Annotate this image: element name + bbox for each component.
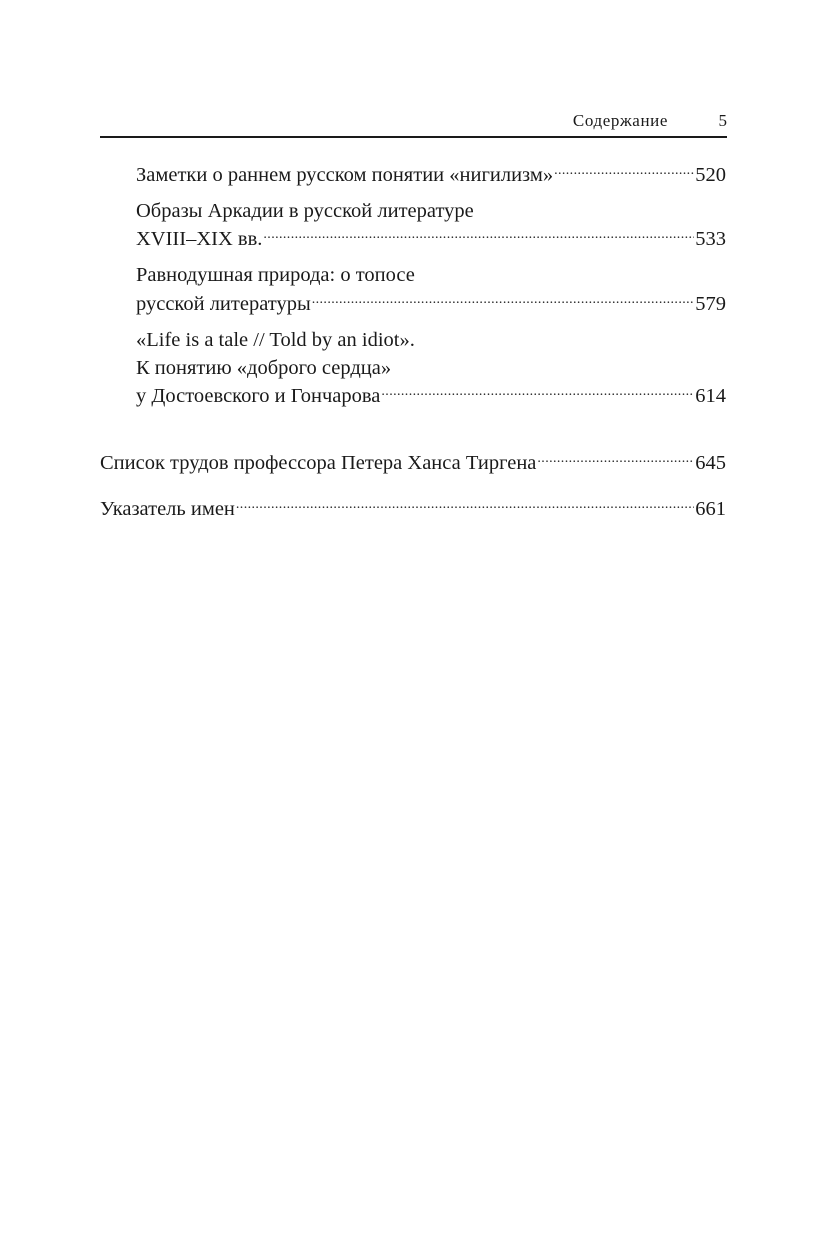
toc-entry-title-continued: XVIII–XIX вв.	[136, 228, 263, 250]
toc-entry-last-line	[136, 225, 726, 254]
toc-entry-title: Список трудов профессора Петера Ханса Тиргена	[100, 451, 537, 474]
toc-entry[interactable]	[136, 261, 726, 318]
toc-entry-title-continued: у Достоевского и Гончарова	[136, 385, 381, 407]
toc-entry-title: Заметки о раннем русском понятии «нигилизм»	[136, 163, 554, 186]
toc-entry[interactable]	[136, 160, 726, 189]
toc-entry-page: 520	[695, 163, 726, 186]
page-number: 5	[718, 111, 727, 130]
toc-entry-last-line	[100, 448, 726, 477]
toc-entry-page: 579	[695, 292, 726, 315]
toc-entry-last-line	[136, 160, 726, 189]
running-header	[100, 108, 727, 138]
toc-entry-title-continued: К понятию «доброго сердца»	[136, 356, 392, 379]
dot-leader	[554, 160, 694, 181]
toc-entry[interactable]	[100, 495, 726, 524]
toc-entry-page: 533	[695, 228, 726, 250]
toc-entry-title: Образы Аркадии в русской литературе	[136, 199, 474, 222]
toc-entry-last-line	[136, 289, 726, 318]
toc-entry-title-continued: русской литературы	[136, 292, 311, 315]
toc-entry-last-line	[100, 495, 726, 524]
dot-leader	[236, 495, 694, 516]
toc-entry-page: 661	[695, 498, 726, 520]
toc-entry[interactable]	[136, 197, 726, 254]
toc-entry[interactable]	[100, 448, 726, 477]
toc-entry-title: Указатель имен	[100, 498, 235, 520]
table-of-contents	[100, 160, 726, 523]
toc-entry-page: 645	[695, 451, 726, 474]
dot-leader	[263, 225, 694, 246]
dot-leader	[381, 382, 694, 403]
toc-entry-last-line	[136, 382, 726, 411]
toc-entry[interactable]	[136, 326, 726, 411]
dot-leader	[312, 289, 695, 310]
running-title: Содержание	[572, 111, 668, 130]
dot-leader	[537, 448, 694, 469]
toc-entry-page: 614	[695, 385, 726, 407]
toc-entry-title: Равнодушная природа: о топосе	[136, 264, 415, 286]
toc-entry-title: «Life is a tale // Told by an idiot».	[136, 328, 415, 351]
